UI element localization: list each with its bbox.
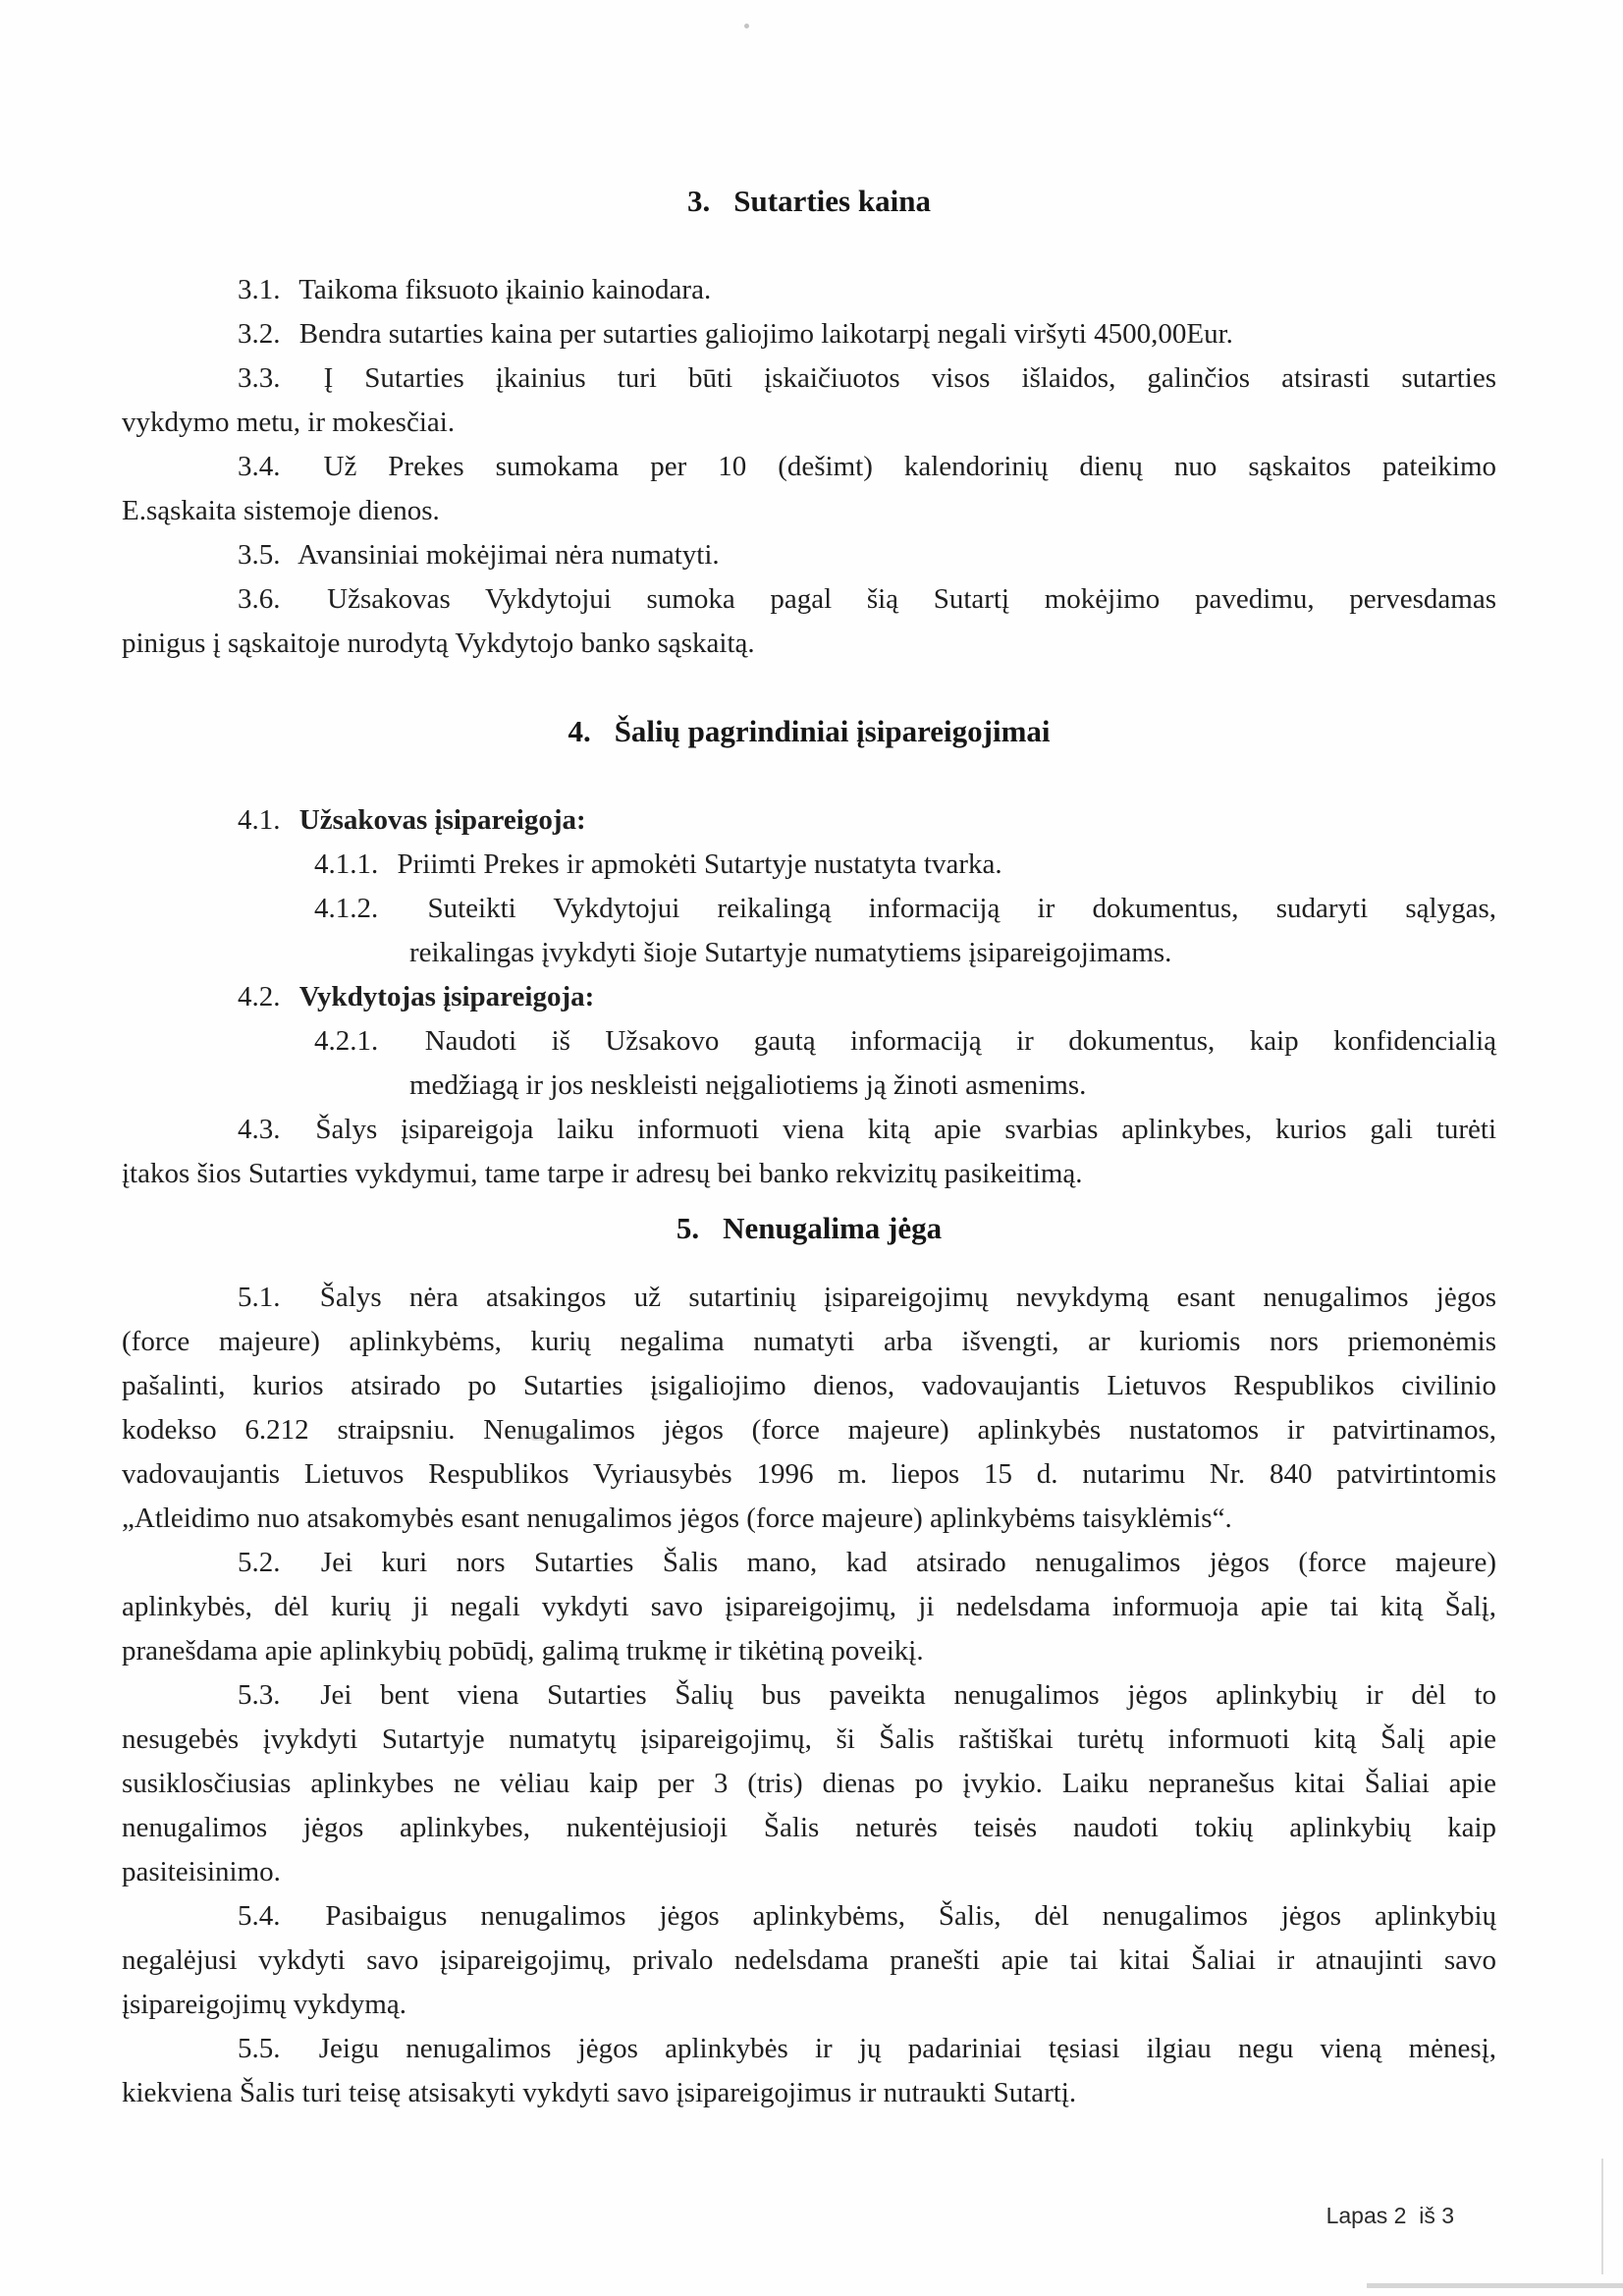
clause-5-1-number: 5.1. <box>238 1282 281 1313</box>
clause-5-1-line-2: (force majeure) aplinkybėms, kurių negalima numatyti arba išvengti, ar kuriomis nors priemonėmis <box>122 1326 1496 1357</box>
clause-3-4-text: Už Prekes sumokama per 10 (dešimt) kalendorinių dienų nuo sąskaitos pateikimo <box>323 451 1497 482</box>
scan-artifact-edge-horizontal <box>1367 2283 1623 2288</box>
clause-5-2-line-2: aplinkybės, dėl kurių ji negali vykdyti savo įsipareigojimų, ji nedelsdama informuoja apie tai kitą Šalį, <box>122 1591 1496 1622</box>
clause-5-1-text: Šalys nėra atsakingos už sutartinių įsipareigojimų nevykdymą esant nenugalimos jėgos <box>319 1282 1497 1313</box>
scan-artifact-smudge <box>530 1432 556 1441</box>
clause-4-3-number: 4.3. <box>238 1114 281 1145</box>
clause-4-1-1-number: 4.1.1. <box>314 848 379 880</box>
clause-4-2-1-line-1 <box>314 1019 1496 1064</box>
clause-4-1-2 <box>314 887 1496 975</box>
clause-3-1-number: 3.1. <box>238 274 281 305</box>
clause-4-1-text: Užsakovas įsipareigoja: <box>298 804 586 836</box>
clause-3-5-number: 3.5. <box>238 539 281 571</box>
clause-5-2-number: 5.2. <box>238 1547 281 1578</box>
clause-5-2-line-1 <box>122 1541 1496 1585</box>
clause-3-2-text: Bendra sutarties kaina per sutarties galiojimo laikotarpį negali viršyti 4500,00Eur. <box>298 318 1233 350</box>
clause-4-1-1-line-1 <box>314 843 1496 887</box>
clause-4-3-line-2: įtakos šios Sutarties vykdymui, tame tarpe ir adresų bei banko rekvizitų pasikeitimą. <box>122 1158 1083 1189</box>
clause-5-5-line-2: kiekviena Šalis turi teisę atsisakyti vykdyti savo įsipareigojimus ir nutraukti Sutartį. <box>122 2077 1077 2108</box>
clause-5-3-text: Jei bent viena Sutarties Šalių bus paveikta nenugalimos jėgos aplinkybių ir dėl to <box>320 1679 1497 1711</box>
clause-4-3-text: Šalys įsipareigoja laiku informuoti viena kitą apie svarbias aplinkybes, kurios gali turėti <box>315 1114 1496 1145</box>
clause-4-2-1-text: Naudoti iš Užsakovo gautą informaciją ir dokumentus, kaip konfidencialią <box>424 1025 1496 1057</box>
clause-3-3-number: 3.3. <box>238 362 281 394</box>
clause-4-3-line-1 <box>122 1108 1496 1152</box>
clause-5-3-line-2: nesugebės įvykdyti Sutartyje numatytų įsipareigojimų, ši Šalis raštiškai turėtų informuoti kitą Šalį apie <box>122 1723 1496 1755</box>
clause-4-1-1 <box>314 843 1496 887</box>
scan-artifact-speck <box>744 24 749 28</box>
clause-3-3-text: Į Sutarties įkainius turi būti įskaičiuotos visos išlaidos, galinčios atsirasti sutarties <box>323 362 1497 394</box>
section-5-title: Nenugalima jėga <box>723 1211 943 1245</box>
clause-3-2-number: 3.2. <box>238 318 281 350</box>
clause-3-3-line-2: vykdymo metu, ir mokesčiai. <box>122 407 456 438</box>
clause-3-6-line-2: pinigus į sąskaitoje nurodytą Vykdytojo banko sąskaitą. <box>122 628 755 659</box>
clause-5-4-number: 5.4. <box>238 1900 281 1932</box>
clause-4-2-number: 4.2. <box>238 981 281 1012</box>
clause-5-4-line-1 <box>122 1894 1496 1939</box>
clause-4-1 <box>122 798 1496 843</box>
clause-5-1-line-1 <box>122 1276 1496 1320</box>
document-body <box>122 179 1496 2115</box>
section-4-title: Šalių pagrindiniai įsipareigojimai <box>614 714 1051 748</box>
clause-3-4-line-2: E.sąskaita sistemoje dienos. <box>122 495 440 526</box>
clause-4-2-1-line-2: medžiagą ir jos neskleisti neįgaliotiems ją žinoti asmenims. <box>409 1069 1087 1101</box>
clause-5-4-text: Pasibaigus nenugalimos jėgos aplinkybėms, Šalis, dėl nenugalimos jėgos aplinkybių <box>325 1900 1497 1932</box>
clause-3-3-line-1 <box>122 356 1496 401</box>
clause-4-2 <box>122 975 1496 1019</box>
clause-3-1 <box>122 268 1496 312</box>
clause-5-3-number: 5.3. <box>238 1679 281 1711</box>
clause-4-1-2-text: Suteikti Vykdytojui reikalingą informaciją ir dokumentus, sudaryti sąlygas, <box>427 893 1496 924</box>
section-heading-4 <box>122 709 1496 753</box>
clause-5-5-text: Jeigu nenugalimos jėgos aplinkybės ir jų padariniai tęsiasi ilgiau negu vieną mėnesį, <box>318 2033 1496 2064</box>
clause-3-2 <box>122 312 1496 356</box>
clause-5-2-line-3: pranešdama apie aplinkybių pobūdį, galimą trukmę ir tikėtiną poveikį. <box>122 1635 924 1667</box>
section-5-number: 5. <box>676 1211 700 1245</box>
clause-5-1-line-3: pašalinti, kurios atsirado po Sutarties įsigaliojimo dienos, vadovaujantis Lietuvos Respublikos civilinio <box>122 1370 1496 1401</box>
clause-4-2-1-number: 4.2.1. <box>314 1025 379 1057</box>
clause-5-1-line-4: kodekso 6.212 straipsniu. Nenugalimos jėgos (force majeure) aplinkybės nustatomos ir patvirtinamos, <box>122 1414 1496 1446</box>
section-heading-3 <box>122 179 1496 223</box>
clause-5-5-line-1 <box>122 2027 1496 2071</box>
clause-5-3-line-3: susiklosčiusias aplinkybes ne vėliau kaip per 3 (tris) dienas po įvykio. Laiku nepranešus kitai Šaliai apie <box>122 1768 1496 1799</box>
clause-5-3-line-5: pasiteisinimo. <box>122 1856 281 1887</box>
clause-4-1-2-number: 4.1.2. <box>314 893 379 924</box>
section-heading-5 <box>122 1206 1496 1250</box>
section-4-number: 4. <box>568 714 591 748</box>
clause-3-5-text: Avansiniai mokėjimai nėra numatyti. <box>298 539 720 571</box>
clause-5-1-line-6: „Atleidimo nuo atsakomybės esant nenugalimos jėgos (force majeure) aplinkybėms taisyklėmis“. <box>122 1503 1232 1534</box>
clause-4-1-2-line-2: reikalingas įvykdyti šioje Sutartyje numatytiems įsipareigojimams. <box>409 937 1172 968</box>
clause-3-6-text: Užsakovas Vykdytojui sumoka pagal šią Sutartį mokėjimo pavedimu, pervesdamas <box>327 583 1497 615</box>
clause-3-6-number: 3.6. <box>238 583 281 615</box>
page-number-label: Lapas 2 iš 3 <box>1325 2203 1454 2228</box>
clause-3-4-number: 3.4. <box>238 451 281 482</box>
clause-4-1-1-text: Priimti Prekes ir apmokėti Sutartyje nustatyta tvarka. <box>397 848 1002 880</box>
clause-5-2-text: Jei kuri nors Sutarties Šalis mano, kad atsirado nenugalimos jėgos (force majeure) <box>320 1547 1497 1578</box>
section-3-number: 3. <box>687 184 711 218</box>
clause-5-4-line-2: negalėjusi vykdyti savo įsipareigojimų, privalo nedelsdama pranešti apie tai kitai Šaliai ir atnaujinti savo <box>122 1944 1496 1976</box>
clause-4-2-1 <box>314 1019 1496 1108</box>
clause-3-6-line-1 <box>122 577 1496 622</box>
clause-4-1-2-line-1 <box>314 887 1496 931</box>
section-3-title: Sutarties kaina <box>733 184 931 218</box>
clause-3-5 <box>122 533 1496 577</box>
clause-3-4-line-1 <box>122 445 1496 489</box>
clause-3-1-text: Taikoma fiksuoto įkainio kainodara. <box>298 274 712 305</box>
clause-4-2-text: Vykdytojas įsipareigoja: <box>298 981 595 1012</box>
clause-5-1-line-5: vadovaujantis Lietuvos Respublikos Vyriausybės 1996 m. liepos 15 d. nutarimu Nr. 840 patvirtintomis <box>122 1458 1496 1490</box>
clause-5-5-number: 5.5. <box>238 2033 281 2064</box>
clause-5-4-line-3: įsipareigojimų vykdymą. <box>122 1989 406 2020</box>
clause-5-3-line-4: nenugalimos jėgos aplinkybes, nukentėjusioji Šalis neturės teisės naudoti tokių aplinkybių kaip <box>122 1812 1496 1843</box>
clause-4-1-number: 4.1. <box>238 804 281 836</box>
clause-5-3-line-1 <box>122 1673 1496 1718</box>
scan-artifact-edge-vertical <box>1601 2159 1603 2274</box>
